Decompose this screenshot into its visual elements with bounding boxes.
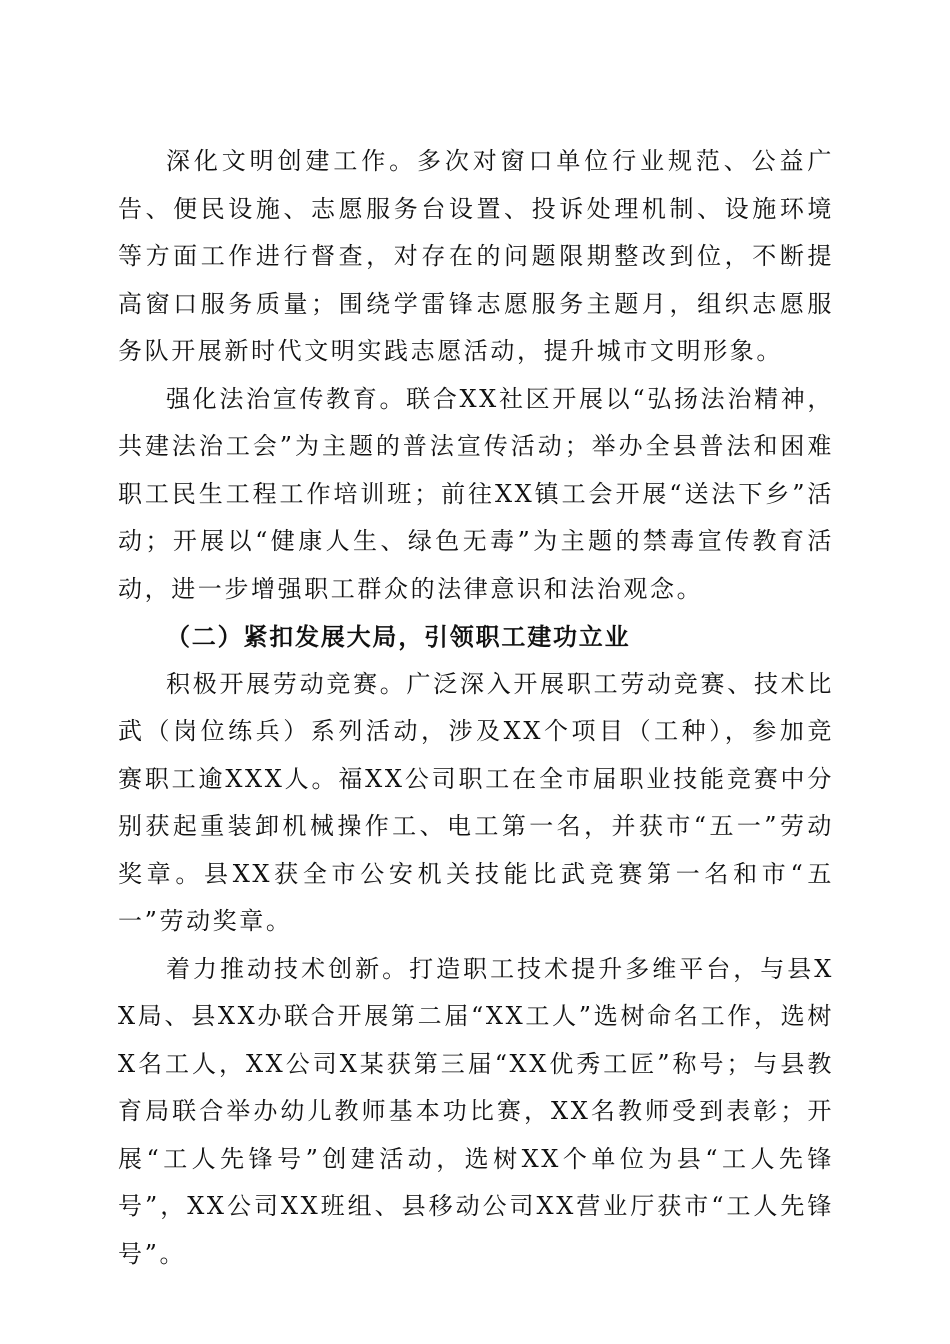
document-body: [118, 138, 834, 1278]
paragraph-labor-competition: 积极开展劳动竞赛。广泛深入开展职工劳动竞赛、技术比武（岗位练兵）系列活动，涉及XX个项目（工种），参加竞赛职工逾XXX人。福XX公司职工在全市届职业技能竞赛中分别获起重装卸机械操作工、电工第一名，并获市“五一”劳动奖章。县XX获全市公安机关技能比武竞赛第一名和市“五一”劳动奖章。: [118, 669, 834, 935]
paragraph-civilization-creation: 深化文明创建工作。多次对窗口单位行业规范、公益广告、便民设施、志愿服务台设置、投诉处理机制、设施环境等方面工作进行督查，对存在的问题限期整改到位，不断提高窗口服务质量；围绕学雷锋志愿服务主题月，组织志愿服务队开展新时代文明实践志愿活动，提升城市文明形象。: [118, 147, 834, 365]
paragraph-legal-education: 强化法治宣传教育。联合XX社区开展以“弘扬法治精神，共建法治工会”为主题的普法宣传活动；举办全县普法和困难职工民生工程工作培训班；前往XX镇工会开展“送法下乡”活动；开展以“健康人生、绿色无毒”为主题的禁毒宣传教育活动，进一步增强职工群众的法律意识和法治观念。: [118, 384, 834, 603]
paragraph-technical-innovation: 着力推动技术创新。打造职工技术提升多维平台，与县XX局、县XX办联合开展第二届“XX工人”选树命名工作，选树X名工人，XX公司X某获第三届“XX优秀工匠”称号；与县教育局联合举办幼儿教师基本功比赛，XX名教师受到表彰；开展“工人先锋号”创建活动，选树XX个单位为县“工人先锋号”，XX公司XX班组、县移动公司XX营业厅获市“工人先锋号”。: [118, 954, 834, 1268]
section-heading: （二）紧扣发展大局，引领职工建功立业: [166, 622, 631, 651]
